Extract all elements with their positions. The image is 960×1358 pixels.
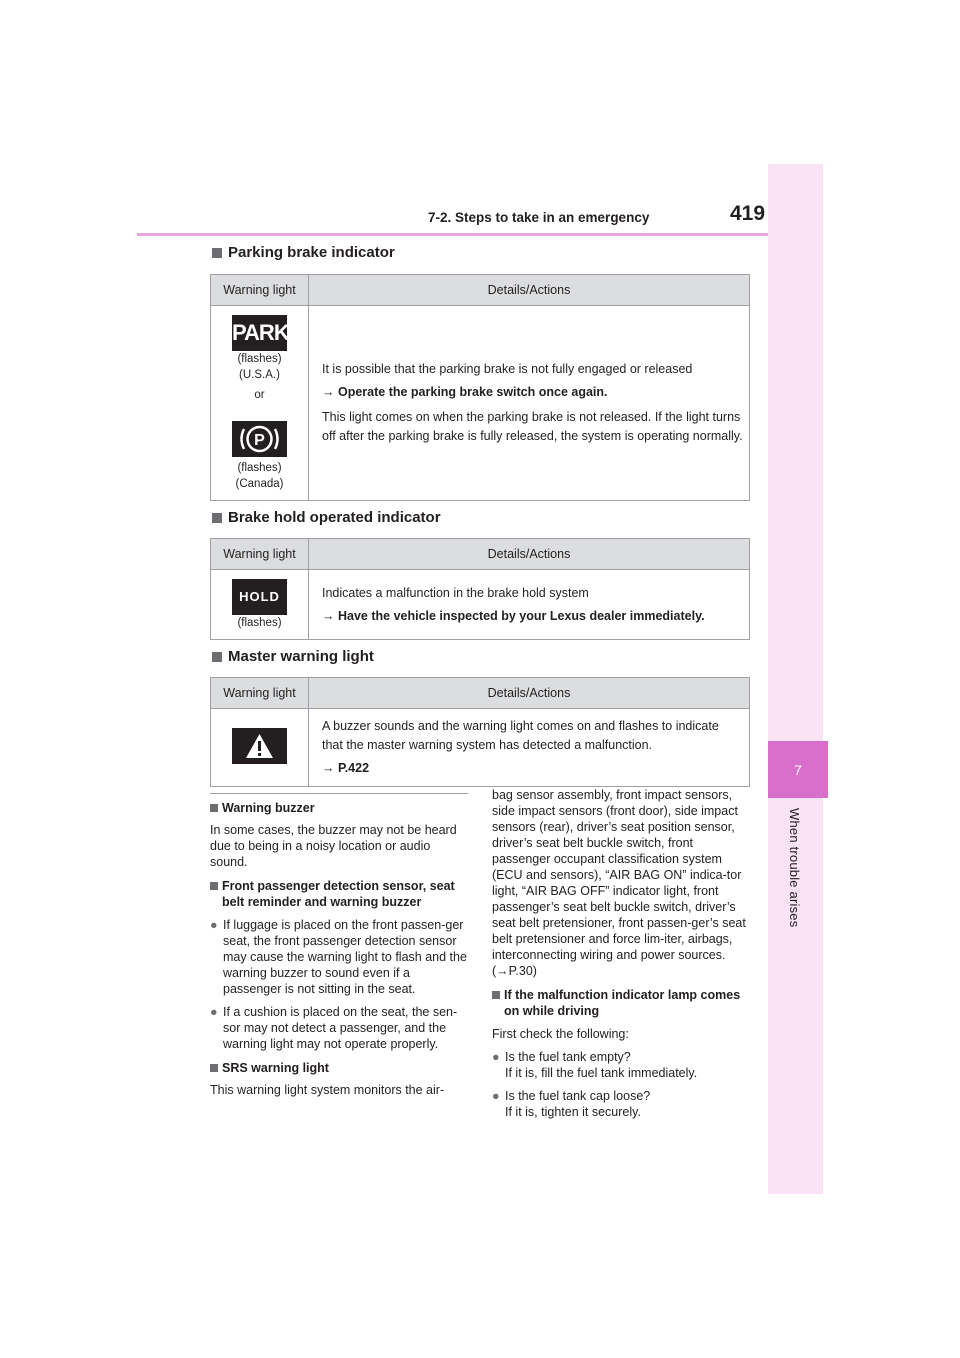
hold-icons: HOLD (flashes) <box>211 570 309 640</box>
master-details: A buzzer sounds and the warning light comes on and flashes to indicate that the master warning system has detected a malfunction. → P.422 <box>309 709 750 787</box>
square-bullet-icon <box>212 248 222 258</box>
square-bullet-icon <box>212 652 222 662</box>
square-bullet-icon <box>492 991 500 999</box>
round-bullet-icon: ● <box>210 918 218 932</box>
right-column: bag sensor assembly, front impact sensors, side impact sensors (front door), side impact sensors (rear), driver’s seat position sensor, driver’s seat belt buckle switch, front passenger occupant classification system (ECU and sensors), “AIR BAG ON” indica-tor light, “AIR BAG OFF” indicator light, front passenger’s seat belt buckle switch, driver’s seat belt pretensioner, front passen-ger’s seat belt pretensioner and force lim-iter, airbags, interconnecting wiring and power sources. (→P.30) If the malfunction indicator lamp comes on while driving First check the following: ● Is the fuel tank empty? If it is, fill the fuel tank immediately. ● Is the fuel tank cap loose? If it is, tighten it securely. <box>492 788 746 1119</box>
square-bullet-icon <box>210 804 218 812</box>
parking-table <box>210 274 750 501</box>
chapter-tab: 7 <box>768 741 828 798</box>
parking-brake-circle-icon <box>232 421 287 457</box>
square-bullet-icon <box>210 1064 218 1072</box>
square-bullet-icon <box>212 513 222 523</box>
master-action-link[interactable]: P.422 <box>337 761 370 775</box>
col-warning-light: Warning light <box>211 275 309 306</box>
square-bullet-icon <box>210 882 218 890</box>
round-bullet-icon: ● <box>492 1050 500 1064</box>
parking-heading: Parking brake indicator <box>212 244 395 261</box>
round-bullet-icon: ● <box>492 1089 500 1103</box>
parking-action: Operate the parking brake switch once again. <box>337 385 608 399</box>
park-icon: PARK <box>232 315 287 351</box>
svg-text:P: P <box>254 431 265 449</box>
master-heading: Master warning light <box>212 648 374 665</box>
parking-icons: PARK (flashes) (U.S.A.) or P (flashes) (Canada) <box>211 306 309 501</box>
section-title: 7-2. Steps to take in an emergency <box>428 210 650 225</box>
hold-icon: HOLD <box>232 579 287 615</box>
master-table: Warning light Details/Actions A buzzer sounds and the warning light comes on and flashes to indicate that the master warning system has detected a malfunction. → P.422 <box>210 677 750 787</box>
parking-details: It is possible that the parking brake is not fully engaged or released → Operate the parking brake switch once again. This light comes on when the parking brake is not released. If the light turns off after the parking brake is fully released, the system is operating normally. <box>309 306 750 501</box>
side-strip <box>768 164 823 1194</box>
hold-details: Indicates a malfunction in the brake hold system → Have the vehicle inspected by your Lexus dealer immediately. <box>309 570 750 640</box>
round-bullet-icon: ● <box>210 1005 218 1019</box>
left-column: Warning buzzer In some cases, the buzzer may not be heard due to being in a noisy location or audio sound. Front passenger detection sensor, seat belt reminder and warning buzzer ● If luggage is placed on the front passen-ger seat, the front passenger detection sensor may cause the warning light to flash and the warning buzzer to sound even if a passenger is not sitting in the seat. ● If a cushion is placed on the seat, the sen-sor may not detect a passenger, and the warning light may not operate properly. SRS warning light This warning light system monitors the air- <box>210 801 467 1097</box>
page-number: 419 <box>730 202 766 225</box>
hold-action: Have the vehicle inspected by your Lexus dealer immediately. <box>337 608 705 623</box>
column-divider <box>210 793 468 794</box>
header-rule <box>137 233 768 236</box>
col-details: Details/Actions <box>309 275 750 306</box>
hold-table: Warning light Details/Actions HOLD (flashes) Indicates a malfunction in the brake hold system → Have the vehicle inspected by your Lexus dealer immediately. <box>210 538 750 640</box>
warning-triangle-icon <box>232 728 287 764</box>
chapter-label: When trouble arises <box>787 808 802 928</box>
master-icons <box>211 709 309 787</box>
hold-heading: Brake hold operated indicator <box>212 509 441 526</box>
